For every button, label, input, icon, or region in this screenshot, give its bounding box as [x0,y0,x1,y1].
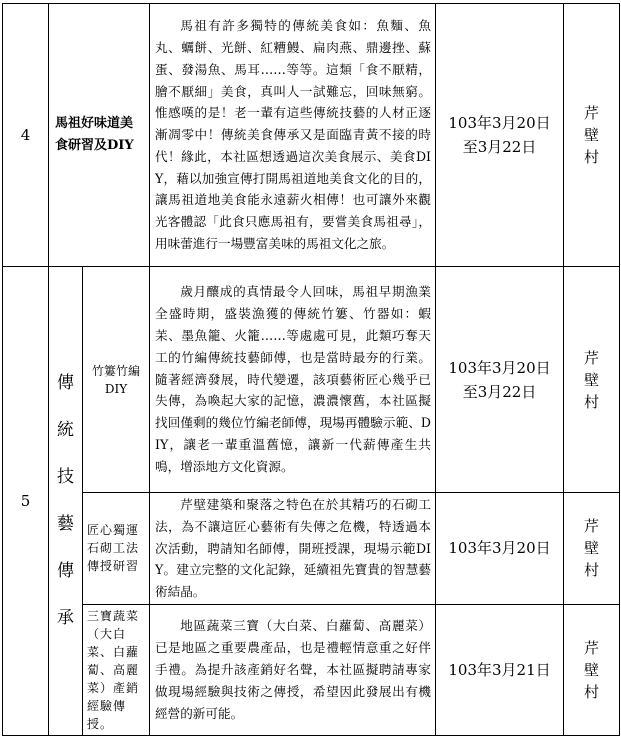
table-row [3,604,620,735]
place-cell: 芹壁村 [564,267,620,493]
category-char: 統 [57,419,74,440]
place-cell: 芹壁村 [564,4,620,267]
description-cell: 馬祖有許多獨特的傳統美食如：魚麵、魚丸、蠣餅、光餅、紅糟鰻、扁肉燕、鼎邊挫、蘇蛋、發湯魚、馬耳……等等。這類「食不厭精，膾不厭細」美食，真叫人一試難忘，回味無窮。惟感嘆的是！老一輩有這些傳統技藝的人材正逐漸凋零中！傳統美食傳承又是面臨青黃不接的時代！緣此，本社區想透過這次美食展示、美食DIY，藉以加強宣傳打開馬祖道地美食文化的目的，讓馬祖道地美食能永遠薪火相傳！也可讓外來觀光客體認「此食只應馬祖有，要嘗美食馬祖尋」，用味蕾進行一場豐富美味的馬祖文化之旅。 [150,4,436,267]
table-row [3,493,620,605]
description-cell: 芹壁建築和聚落之特色在於其精巧的石砌工法，為不讓這匠心藝術有失傳之危機，特透過本次活動，聘請知名師傅，開班授課，現場示範DIY。建立完整的文化記錄，延續祖先寶貴的智慧藝術結晶。 [150,493,436,605]
table-row [3,267,620,493]
category-vertical [49,267,83,736]
place-cell: 芹壁村 [564,604,620,735]
date-cell: 103年3月20日 [436,493,564,605]
category-char: 傳 [57,372,74,393]
row-number: 5 [3,267,49,736]
category-char: 藝 [57,513,74,534]
description-cell: 歲月釀成的真情最令人回味，馬祖早期漁業全盛時期，盛裝漁獲的傳統竹簍、竹器如：蝦苿、墨魚籠、火籠……等處處可見，此類巧奪天工的竹編傳統技藝師傅，也是當時最夯的行業。隨著經濟發展，時代變遷，該項藝術匠心幾乎已失傳，為喚起大家的記憶，濃濃懷舊，本社區擬找回僅剩的幾位竹編老師傅，現場再體驗示範、DIY，讓老一輩重溫舊憶，讓新一代薪傳產生共鳴，增添地方文化資源。 [150,267,436,493]
subcategory-cell: 竹簍竹編DIY [83,267,150,493]
date-cell: 103年3月21日 [436,604,564,735]
category-char: 技 [57,466,74,487]
subcategory-cell: 三寶蔬菜（大白菜、白蘿蔔、高麗菜）產銷經驗傳授。 [83,604,150,735]
description-cell: 地區蔬菜三寶（大白菜、白蘿蔔、高麗菜）已是地區之重要農產品，也是禮輕情意重之好伴手禮。為提升該產銷好名聲，本社區擬聘請專家做現場經驗與技術之傳授，希望因此發展出有機經營的新可能。 [150,604,436,735]
category-cell: 馬祖好味道美食研習及DIY [49,4,150,267]
activity-table [2,3,620,736]
place-cell: 芹壁村 [564,493,620,605]
date-cell: 103年3月20日至3月22日 [436,267,564,493]
table-row [3,4,620,267]
category-char: 傳 [57,560,74,581]
category-char: 承 [57,607,74,628]
subcategory-cell: 匠心獨運石砌工法傳授研習 [83,493,150,605]
date-cell: 103年3月20日至3月22日 [436,4,564,267]
row-number: 4 [3,4,49,267]
